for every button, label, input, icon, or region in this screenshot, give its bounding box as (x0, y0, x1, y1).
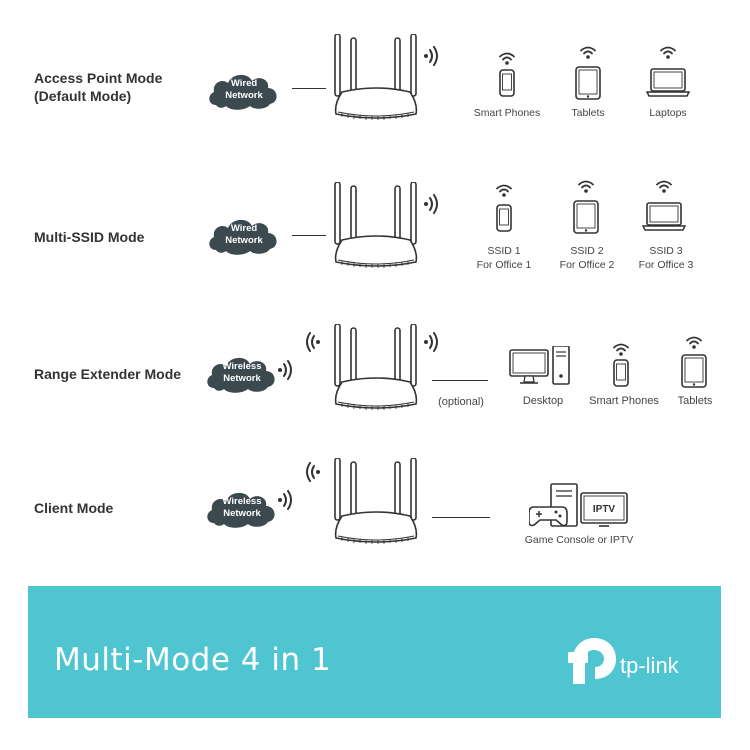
device-label-ssid2 (560, 244, 615, 272)
wifi-icon (686, 336, 702, 350)
wifi-signal-icon (278, 360, 298, 382)
device-label: Game Console or IPTV (524, 534, 634, 546)
office-label: For Office 3 (638, 259, 694, 271)
mode-title-client (34, 499, 113, 517)
tv-icon (581, 493, 627, 526)
wifi-signal-icon (302, 332, 322, 354)
laptop-icon (646, 68, 690, 98)
network-label: Network (225, 235, 263, 246)
ssid-label: SSID 2 (570, 245, 604, 257)
wifi-signal-icon (424, 332, 444, 354)
mode-title-range-extender (34, 365, 181, 383)
network-label: Network (223, 508, 261, 519)
game-console-icon (529, 484, 577, 526)
office-label: For Office 2 (559, 259, 615, 271)
mode-title-access-point (34, 69, 162, 105)
mode-title-line: Multi-SSID Mode (34, 229, 145, 245)
cloud-icon (206, 214, 282, 258)
smartphone-icon (499, 69, 515, 97)
mode-title-line: Range Extender Mode (34, 366, 182, 382)
mode-title-multi-ssid (34, 228, 144, 246)
device-label: Tablets (677, 395, 713, 407)
tablet-icon (575, 66, 601, 100)
game-console-iptv-icon (529, 483, 631, 529)
wifi-icon (656, 180, 672, 194)
network-label: Wireless (222, 496, 262, 507)
wifi-signal-icon (424, 194, 444, 216)
ssid-label: SSID 1 (487, 245, 521, 257)
banner-title: Multi-Mode 4 in 1 (54, 642, 332, 678)
wifi-icon (580, 46, 596, 60)
device-label: Smart Phones (589, 395, 659, 407)
wifi-signal-icon (424, 46, 444, 68)
tv-label: IPTV (592, 504, 616, 515)
connection-line (292, 235, 326, 236)
network-label: Wired (230, 223, 258, 234)
tablet-icon (681, 354, 707, 388)
optional-label: (optional) (438, 396, 484, 408)
network-label: Network (225, 90, 263, 101)
mode-title-line: Access Point Mode (34, 70, 163, 86)
wifi-icon (613, 343, 629, 357)
connection-line (292, 88, 326, 89)
router-icon (332, 458, 420, 548)
wifi-icon (578, 180, 594, 194)
wifi-icon (496, 184, 512, 198)
wifi-signal-icon (302, 462, 322, 484)
laptop-icon (642, 202, 686, 232)
network-label: Network (223, 373, 261, 384)
cloud-icon (206, 69, 282, 113)
brand-name: tp-link (620, 653, 679, 678)
connection-line (432, 517, 490, 518)
device-label: Smart Phones (473, 107, 541, 119)
smartphone-icon (613, 359, 629, 387)
device-label: Tablets (571, 107, 605, 119)
cloud-icon (204, 487, 280, 531)
connection-line (432, 380, 488, 381)
ssid-label: SSID 3 (649, 245, 683, 257)
mode-title-line: Client Mode (34, 500, 114, 516)
wifi-signal-icon (278, 490, 298, 512)
device-label: Laptops (649, 107, 687, 119)
network-label: Wired (230, 78, 258, 89)
smartphone-icon (496, 204, 512, 232)
device-label-ssid1 (477, 244, 532, 272)
router-icon (332, 182, 420, 272)
tablet-icon (573, 200, 599, 234)
mode-title-subline: (Default Mode) (34, 88, 132, 104)
device-label: Desktop (522, 395, 564, 407)
network-label: Wireless (222, 361, 262, 372)
wifi-icon (499, 52, 515, 66)
device-label-ssid3 (639, 244, 694, 272)
cloud-icon (204, 352, 280, 396)
router-icon (332, 34, 420, 124)
router-icon (332, 324, 420, 414)
wifi-icon (660, 46, 676, 60)
desktop-icon (509, 346, 571, 386)
office-label: For Office 1 (476, 259, 532, 271)
tp-link-logo-icon (568, 632, 698, 688)
